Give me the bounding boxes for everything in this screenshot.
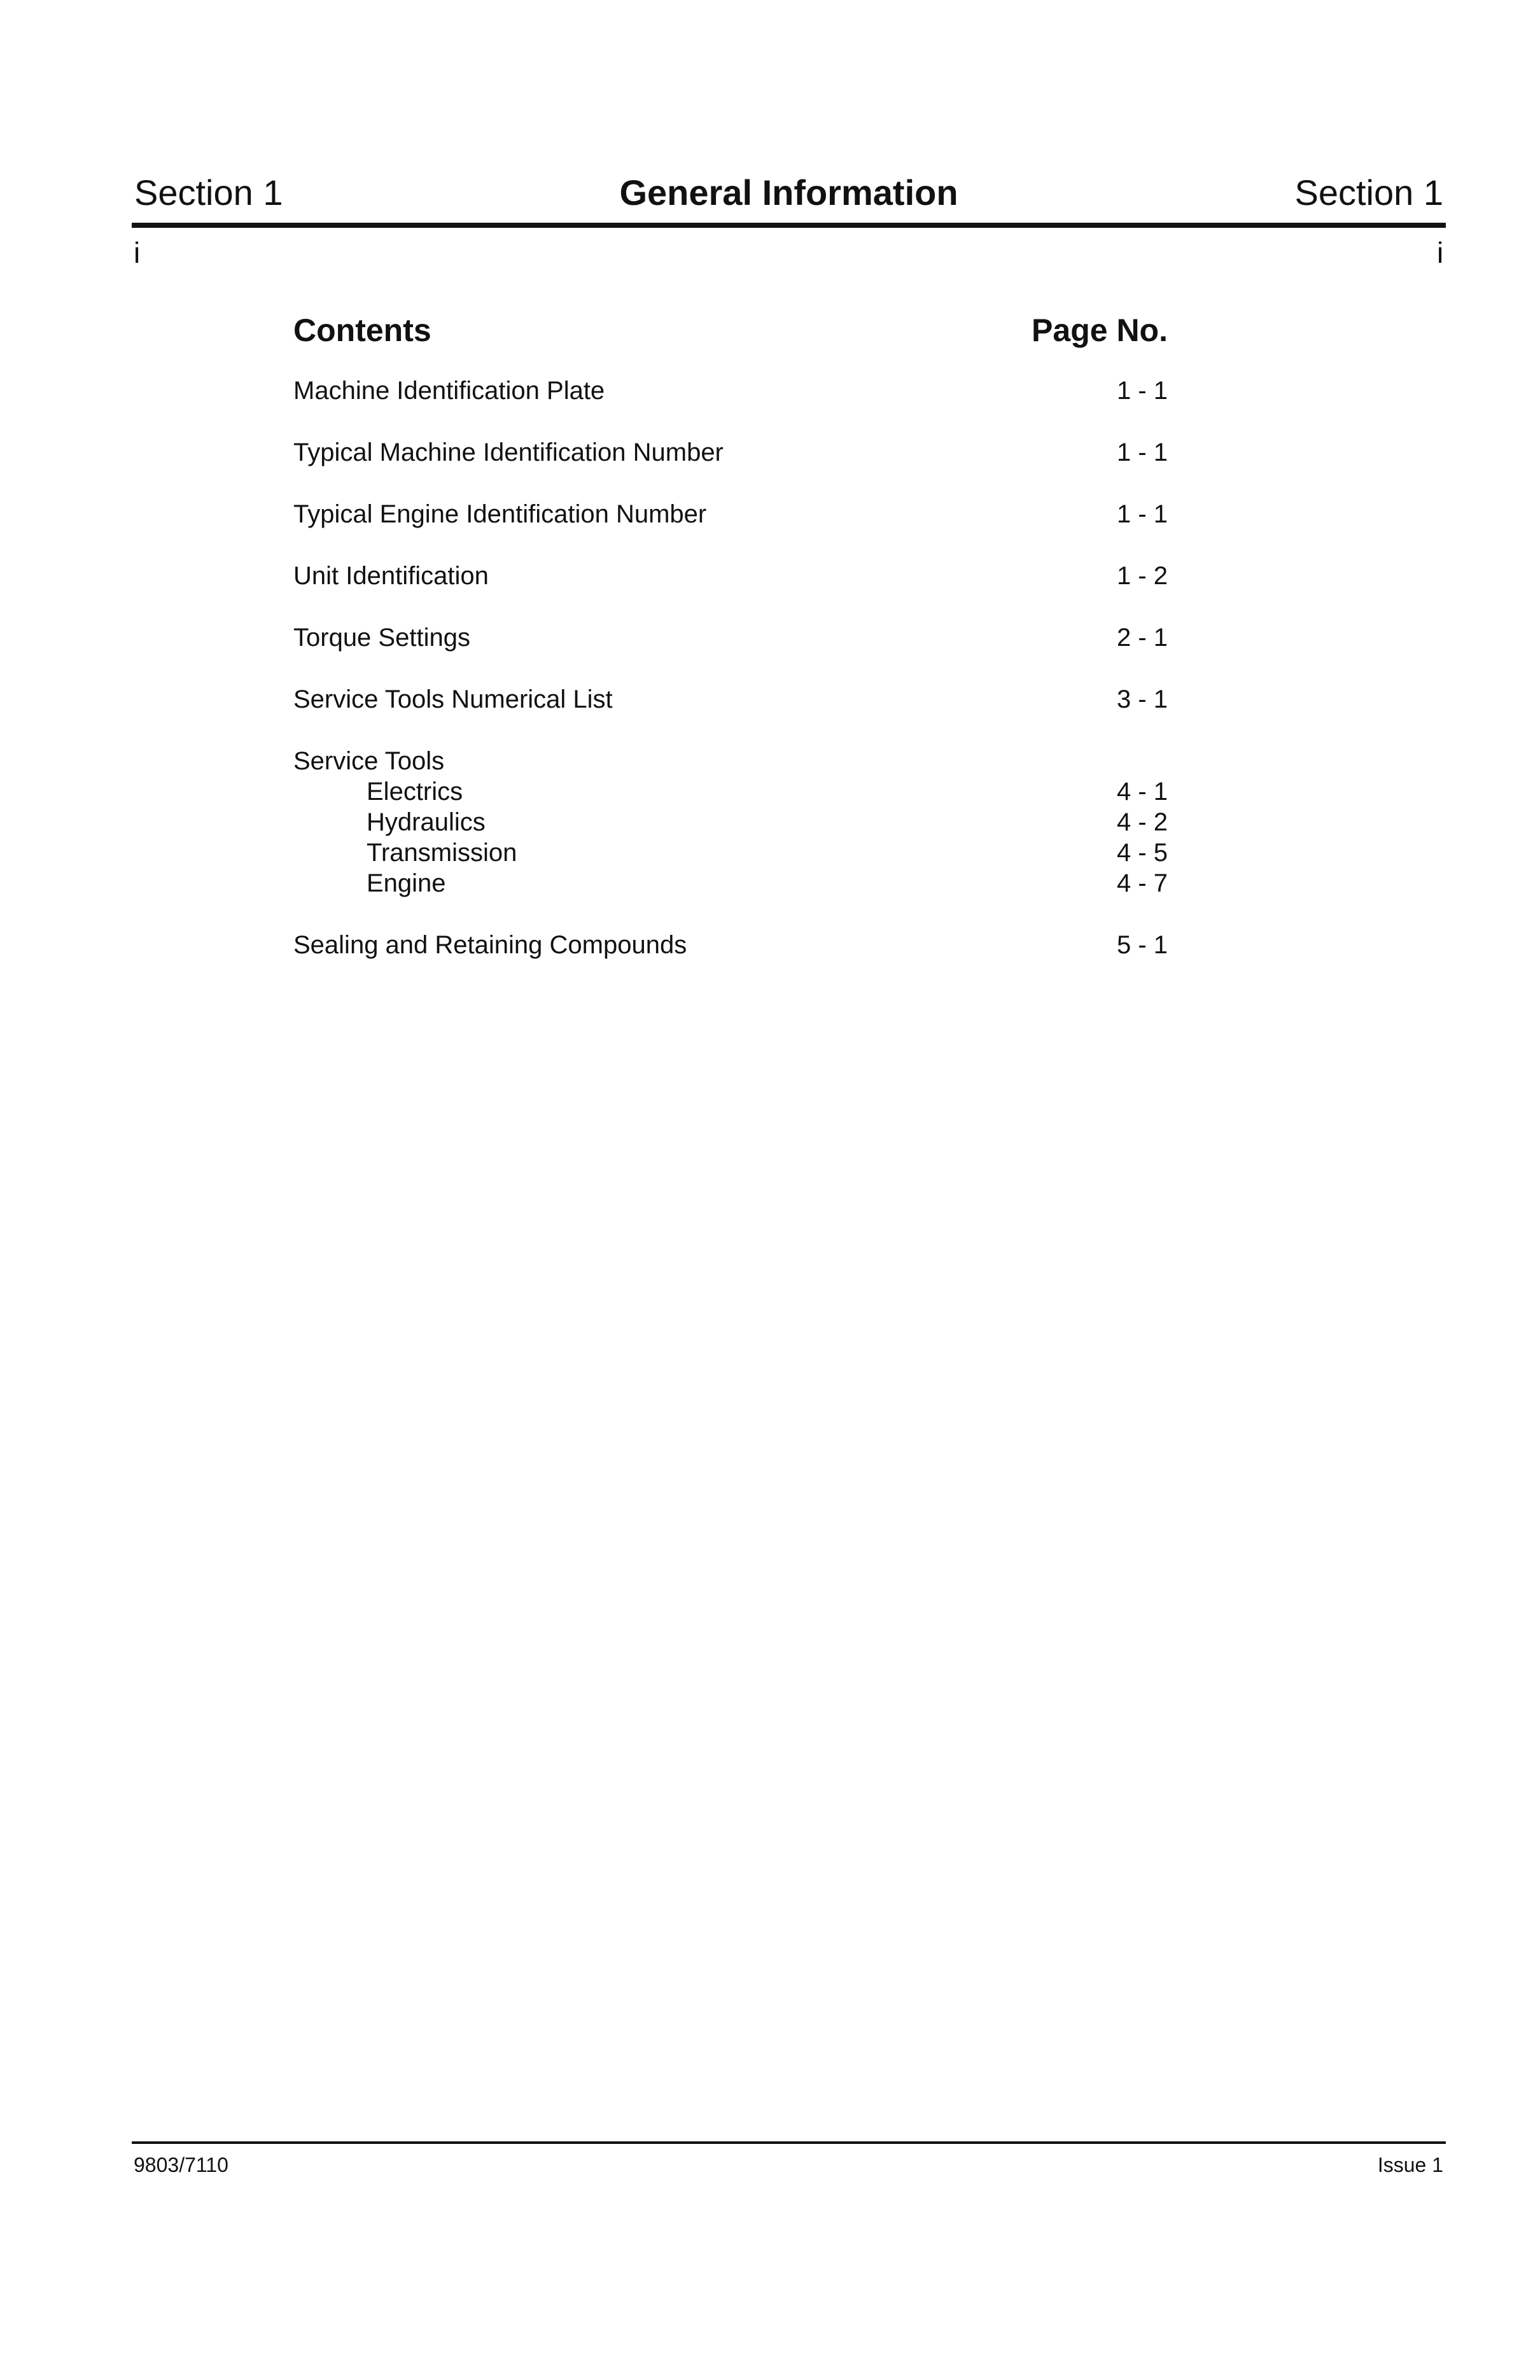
header-rule — [132, 223, 1446, 228]
header-title: General Information — [619, 172, 958, 213]
toc-entry[interactable] — [293, 374, 1168, 407]
toc-entry-title: Unit Identification — [293, 562, 489, 590]
toc-entry-title: Typical Machine Identification Number — [293, 438, 724, 466]
toc-entry-page: 5 - 1 — [1116, 931, 1168, 959]
toc-subentry[interactable] — [293, 867, 1168, 900]
toc-entry[interactable] — [293, 498, 1168, 531]
toc-subentry-title: Engine — [367, 869, 446, 897]
toc-subentry-page: 4 - 1 — [1116, 778, 1168, 806]
toc-subentry-title: Electrics — [367, 778, 463, 806]
toc-subentry-title: Transmission — [367, 839, 517, 867]
toc-subentry[interactable] — [293, 806, 1168, 839]
toc-entry-title: Torque Settings — [293, 624, 470, 652]
page-number-heading: Page No. — [1032, 312, 1168, 348]
table-of-contents — [293, 312, 1168, 959]
toc-subentry[interactable] — [293, 836, 1168, 869]
issue-number: Issue 1 — [1377, 2153, 1443, 2176]
toc-entry-page: 2 - 1 — [1116, 624, 1168, 652]
toc-entry[interactable] — [293, 621, 1168, 654]
toc-entry[interactable] — [293, 683, 1168, 716]
toc-subentry[interactable] — [293, 775, 1168, 808]
toc-subentry-page: 4 - 5 — [1116, 839, 1168, 867]
page-marker-left: i — [134, 236, 141, 269]
toc-entry-title: Machine Identification Plate — [293, 377, 605, 405]
toc-entry-page: 1 - 1 — [1116, 500, 1168, 528]
header-section-left: Section 1 — [134, 172, 283, 213]
footer-rule — [132, 2141, 1446, 2144]
document-number: 9803/7110 — [134, 2153, 228, 2176]
toc-entry-title: Sealing and Retaining Compounds — [293, 931, 687, 959]
toc-subentry-page: 4 - 2 — [1116, 808, 1168, 836]
toc-entry-title: Service Tools Numerical List — [293, 685, 613, 713]
toc-entry-page: 3 - 1 — [1116, 685, 1168, 713]
toc-entry-page: 1 - 1 — [1116, 377, 1168, 405]
contents-heading: Contents — [293, 312, 431, 348]
toc-subentry-title: Hydraulics — [367, 808, 486, 836]
toc-entry[interactable] — [293, 745, 1168, 778]
page-header — [132, 172, 1446, 223]
toc-entry[interactable] — [293, 559, 1168, 592]
toc-entry-page: 1 - 1 — [1116, 438, 1168, 466]
toc-entry[interactable] — [293, 928, 1168, 962]
header-section-right: Section 1 — [1294, 172, 1443, 213]
toc-entry-page: 1 - 2 — [1116, 562, 1168, 590]
toc-entry-title: Typical Engine Identification Number — [293, 500, 707, 528]
toc-entry-title: Service Tools — [293, 747, 445, 775]
page-marker-right: i — [1437, 236, 1444, 269]
contents-header — [293, 312, 1168, 356]
toc-subentry-page: 4 - 7 — [1116, 869, 1168, 897]
toc-entry[interactable] — [293, 436, 1168, 469]
